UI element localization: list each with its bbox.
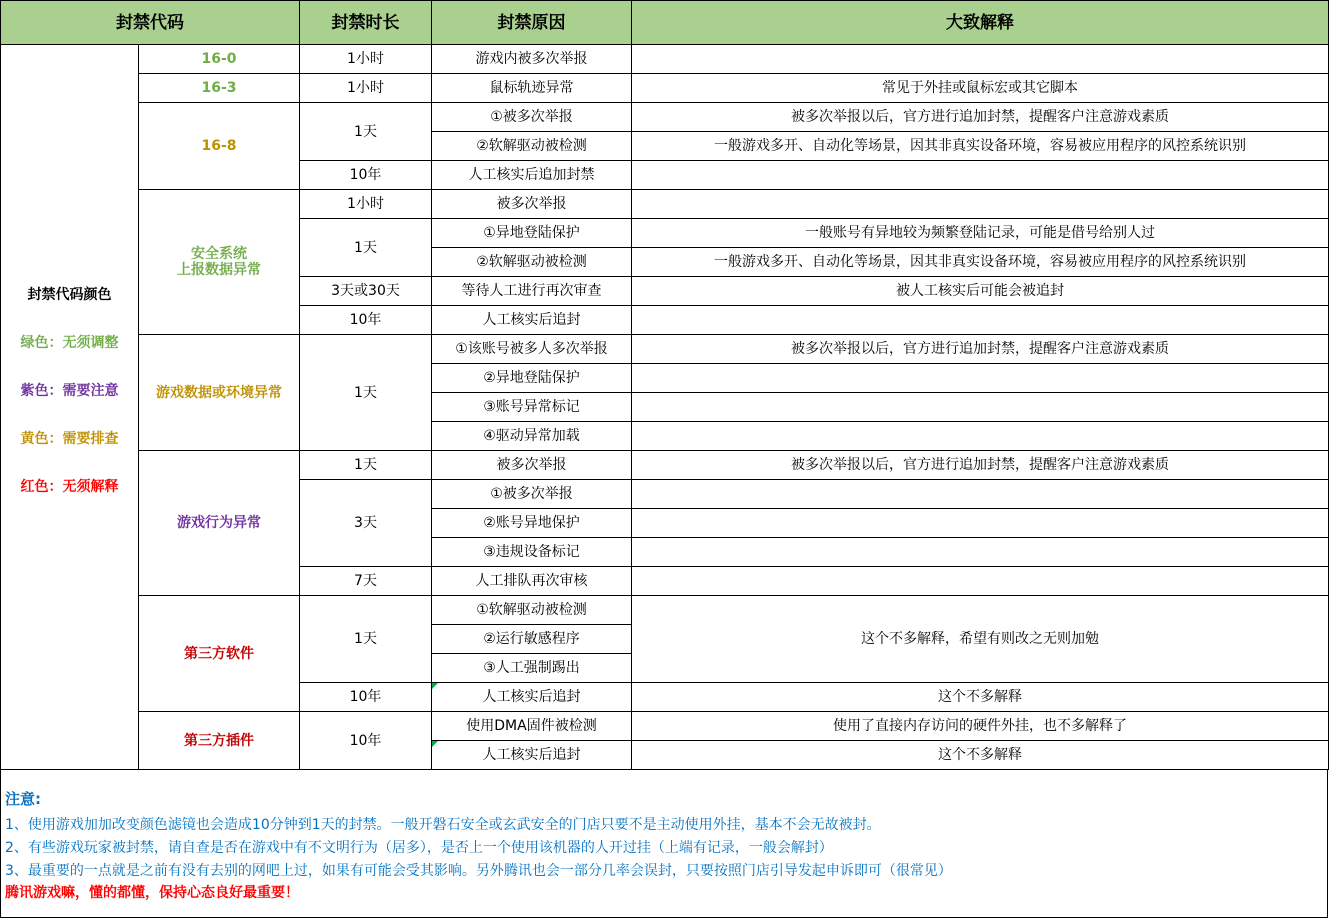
legend-purple: 紫色：需要注意	[20, 383, 119, 399]
explain-cell: 被多次举报以后，官方进行追加封禁，提醒客户注意游戏素质	[632, 451, 1329, 480]
duration-cell: 10年	[300, 712, 432, 770]
notes-panel	[0, 770, 1328, 918]
duration-cell: 3天或30天	[300, 277, 432, 306]
table-row	[1, 335, 1329, 364]
explain-cell	[632, 567, 1329, 596]
header-code: 封禁代码	[1, 1, 300, 45]
explain-cell	[632, 509, 1329, 538]
reason-cell: ①被多次举报	[432, 103, 632, 132]
reason-cell: 人工核实后追封	[432, 306, 632, 335]
table-row	[1, 712, 1329, 741]
legend-red: 红色：无须解释	[20, 479, 119, 495]
duration-cell: 1小时	[300, 190, 432, 219]
reason-cell: 等待人工进行再次审查	[432, 277, 632, 306]
reason-cell: ②软解驱动被检测	[432, 132, 632, 161]
explain-cell	[632, 480, 1329, 509]
code-game-behavior: 游戏行为异常	[139, 451, 300, 596]
header-duration: 封禁时长	[300, 1, 432, 45]
table-row	[1, 190, 1329, 219]
note-line-3: 3、最重要的一点就是之前有没有去别的网吧上过，如果有可能会受其影响。另外腾讯也会一部分几率会误封，只要按照门店引导发起申诉即可（很常见）	[5, 863, 952, 879]
explain-cell: 常见于外挂或鼠标宏或其它脚本	[632, 74, 1329, 103]
code-16-0: 16-0	[139, 45, 300, 74]
reason-cell: 被多次举报	[432, 190, 632, 219]
color-legend	[1, 45, 139, 770]
explain-cell	[632, 538, 1329, 567]
code-third-party-plugin: 第三方插件	[139, 712, 300, 770]
reason-cell: ①被多次举报	[432, 480, 632, 509]
explain-cell	[632, 364, 1329, 393]
code-third-party-software: 第三方软件	[139, 596, 300, 712]
reason-cell: ①软解驱动被检测	[432, 596, 632, 625]
explain-cell: 被多次举报以后，官方进行追加封禁，提醒客户注意游戏素质	[632, 103, 1329, 132]
duration-cell: 1小时	[300, 74, 432, 103]
reason-cell: 使用DMA固件被检测	[432, 712, 632, 741]
duration-cell: 10年	[300, 161, 432, 190]
reason-cell: ③人工强制踢出	[432, 654, 632, 683]
duration-cell: 7天	[300, 567, 432, 596]
reason-cell: 人工核实后追封	[432, 683, 632, 712]
reason-cell: 人工核实后追封	[432, 741, 632, 770]
code-line: 安全系统	[191, 246, 247, 262]
explain-cell: 被人工核实后可能会被追封	[632, 277, 1329, 306]
reason-cell: ②软解驱动被检测	[432, 248, 632, 277]
reason-cell: 被多次举报	[432, 451, 632, 480]
explain-cell: 一般游戏多开、自动化等场景，因其非真实设备环境，容易被应用程序的风控系统识别	[632, 248, 1329, 277]
explain-cell	[632, 393, 1329, 422]
explain-cell: 一般游戏多开、自动化等场景，因其非真实设备环境，容易被应用程序的风控系统识别	[632, 132, 1329, 161]
reason-cell: 人工排队再次审核	[432, 567, 632, 596]
code-16-3: 16-3	[139, 74, 300, 103]
notes-title: 注意:	[5, 790, 41, 808]
duration-cell: 3天	[300, 480, 432, 567]
header-reason: 封禁原因	[432, 1, 632, 45]
reason-cell: ①异地登陆保护	[432, 219, 632, 248]
reason-cell: ③账号异常标记	[432, 393, 632, 422]
explain-cell: 被多次举报以后，官方进行追加封禁，提醒客户注意游戏素质	[632, 335, 1329, 364]
table-row	[1, 45, 1329, 74]
header-row	[1, 1, 1329, 45]
reason-cell: ④驱动异常加载	[432, 422, 632, 451]
duration-cell: 10年	[300, 683, 432, 712]
code-security-report	[139, 190, 300, 335]
note-line-2: 2、有些游戏玩家被封禁，请自查是否在游戏中有不文明行为（居多），是否上一个使用该机器的人开过挂（上端有记录，一般会解封）	[5, 840, 833, 856]
explain-cell: 一般账号有异地较为频繁登陆记录，可能是借号给别人过	[632, 219, 1329, 248]
reason-cell: ①该账号被多人多次举报	[432, 335, 632, 364]
explain-cell	[632, 161, 1329, 190]
duration-cell: 1天	[300, 219, 432, 277]
explain-cell: 这个不多解释	[632, 683, 1329, 712]
table-row	[1, 103, 1329, 132]
explain-cell: 这个不多解释，希望有则改之无则加勉	[632, 596, 1329, 683]
explain-cell: 这个不多解释	[632, 741, 1329, 770]
legend-green: 绿色：无须调整	[20, 335, 119, 351]
table-row	[1, 451, 1329, 480]
duration-cell: 1小时	[300, 45, 432, 74]
explain-cell	[632, 306, 1329, 335]
duration-cell: 1天	[300, 335, 432, 451]
code-line: 上报数据异常	[177, 262, 261, 278]
table-row	[1, 596, 1329, 625]
code-16-8: 16-8	[139, 103, 300, 190]
duration-cell: 1天	[300, 596, 432, 683]
duration-cell: 1天	[300, 451, 432, 480]
note-final: 腾讯游戏嘛，懂的都懂，保持心态良好最重要！	[5, 885, 299, 901]
legend-title: 封禁代码颜色	[27, 287, 112, 303]
reason-cell: 鼠标轨迹异常	[432, 74, 632, 103]
explain-cell	[632, 422, 1329, 451]
legend-yellow: 黄色：需要排查	[20, 431, 119, 447]
explain-cell: 使用了直接内存访问的硬件外挂，也不多解释了	[632, 712, 1329, 741]
note-line-1: 1、使用游戏加加改变颜色滤镜也会造成10分钟到1天的封禁。一般开磐石安全或玄武安全的门店只要不是主动使用外挂，基本不会无故被封。	[5, 817, 881, 833]
reason-cell: 人工核实后追加封禁	[432, 161, 632, 190]
explain-cell	[632, 190, 1329, 219]
code-game-data: 游戏数据或环境异常	[139, 335, 300, 451]
explain-cell	[632, 45, 1329, 74]
table-row	[1, 74, 1329, 103]
reason-cell: ②异地登陆保护	[432, 364, 632, 393]
duration-cell: 10年	[300, 306, 432, 335]
reason-cell: 游戏内被多次举报	[432, 45, 632, 74]
reason-cell: ②运行敏感程序	[432, 625, 632, 654]
reason-cell: ③违规设备标记	[432, 538, 632, 567]
reason-cell: ②账号异地保护	[432, 509, 632, 538]
header-explain: 大致解释	[632, 1, 1329, 45]
duration-cell: 1天	[300, 103, 432, 161]
